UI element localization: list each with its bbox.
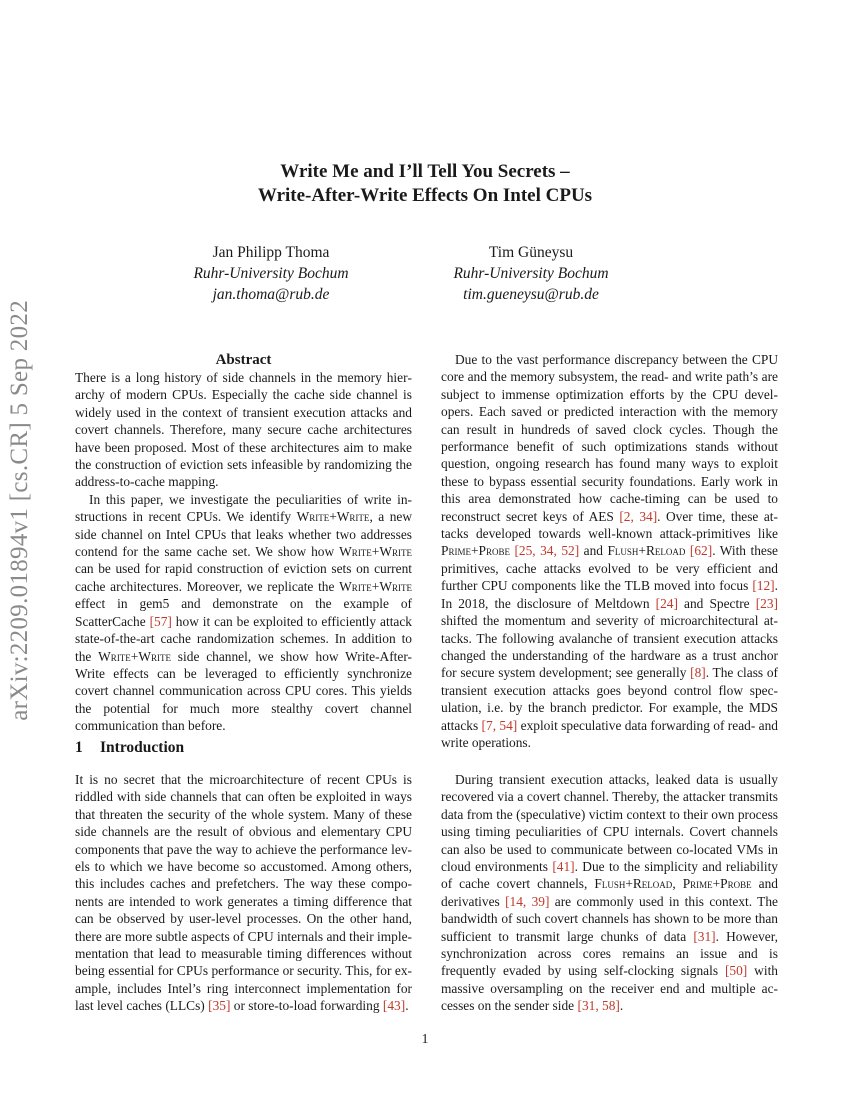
text-run: , a new side channel on Intel CPUs that leaks whether two addresses contend for the same cache set. We show how xyxy=(75,509,412,560)
text-run: . With these primitives, cache attacks evolved to be very efficient and further CPU components like the TLB moved into focus xyxy=(441,543,778,594)
citation-link[interactable]: [23] xyxy=(755,595,778,611)
intro-paragraph-1 xyxy=(75,771,412,1015)
text-run: . Due to the simplicity and reliability of cache covert channels, xyxy=(441,859,778,892)
text-run: . The class of transient execution attacks goes beyond control flow speculation, i.e. by the branch predictor. For example, the MDS attacks xyxy=(441,665,778,733)
text-run: and xyxy=(579,543,608,559)
text-run: During transient execution attacks, leaked data is usually recovered via a covert channel. Thereby, the attacker transmits data from the (speculative) victim context to their own process using timing peculiarities of CPU internals. Covert channels can also be used to communicate between co-located VMs in cloud environments xyxy=(441,772,778,875)
text-run: shifted the momentum and severity of microarchitectural attacks. The following avalanche of transient execution attacks changed the understanding of the hardware as a trust anchor for secure system development; see generally xyxy=(441,613,778,681)
citation-link[interactable]: [31, 58] xyxy=(577,998,620,1014)
text-run: . xyxy=(619,998,624,1014)
title-line-2: Write-After-Write Effects On Intel CPUs xyxy=(257,185,593,206)
attack-name: Flush+Reload xyxy=(607,543,686,559)
paragraph xyxy=(441,351,778,751)
author-name: Tim Güneysu xyxy=(488,244,574,261)
text-run: and derivatives xyxy=(441,876,778,909)
citation-link[interactable]: [12] xyxy=(752,578,775,594)
intro-paragraph-3 xyxy=(441,771,778,1015)
citation-link[interactable]: [57] xyxy=(149,613,172,629)
text-run: . However, synchronization across cores remains an issue and is frequently evaded by using self-clocking signals xyxy=(441,928,778,979)
citation-link[interactable]: [2, 34] xyxy=(619,508,658,524)
text-run: are commonly used in this context. The bandwidth of such covert channels has shown to be more than sufficient to transmit large chunks of data xyxy=(441,893,778,944)
citation-link[interactable]: [24] xyxy=(655,595,678,611)
citation-link[interactable]: [35] xyxy=(208,998,231,1014)
page-number: 1 xyxy=(421,1031,429,1046)
attack-name: Prime+Probe xyxy=(682,876,752,892)
author-affiliation: Ruhr-University Bochum xyxy=(453,265,609,282)
attack-name: Write+Write xyxy=(339,578,412,594)
author-email: tim.gueneysu@rub.de xyxy=(463,286,599,303)
attack-name: Write+Write xyxy=(296,509,370,525)
citation-link[interactable]: [7, 54] xyxy=(481,717,518,733)
text-run: and Spectre xyxy=(677,595,756,611)
attack-name: Flush+Reload xyxy=(594,876,673,892)
text-run: Due to the vast performance discrepancy between the CPU core and the memory subsystem, the read- and write path’s are subject to immense optimization efforts by the CPU developers. Each saved or predicted interaction with the memory can result in hundreds of saved clock cycles. Though the performance benefit of such optimizations stands without question, ongoing research has found many ways to exploit these to bypass essential security foundations. Early work in this area demonstrated how cache-timing can be used to reconstruct secret keys of AES xyxy=(441,352,778,524)
text-run: how it can be exploited to efficiently attack state-of-the-art cache randomization schemes. In addition to the xyxy=(75,613,412,664)
attack-name: Prime+Probe xyxy=(441,543,510,559)
author-name: Jan Philipp Thoma xyxy=(212,244,330,261)
author-block-2 xyxy=(441,242,621,305)
citation-link[interactable]: [31] xyxy=(693,928,716,944)
text-run: can be used for rapid construction of eviction sets on current cache architectures. Moreover, we replicate the xyxy=(75,561,412,594)
abstract-section xyxy=(75,351,412,735)
abstract-paragraph-2 xyxy=(75,491,412,735)
paper-title xyxy=(0,160,850,208)
abstract-paragraph-1: There is a long history of side channels in the memory hierarchy of modern CPUs. Especially the cache side channel is widely used in the context of transient execution attacks and covert channels. Therefore, many secure cache architectures have been proposed. Most of these architectures aim to make the construction of eviction sets infeasible by randomizing the address-to-cache mapping. xyxy=(75,370,412,490)
text-run: side channel, we show how Write-After-Write effects can be leveraged to efficiently synchronize covert channel communication across CPU cores. This yields the potential for much more stealthy covert channel communication than before. xyxy=(75,648,412,734)
text-run: It is no secret that the microarchitecture of recent CPUs is riddled with side channels that can often be exploited in ways that threaten the security of the whole system. Many of these side channels are the result of obvious and elementary CPU components that pave the way to achieve the performance levels to which we have become so accustomed. Among others, this includes caches and prefetchers. The way these components are intended to work generates a timing difference that can be observed by user-level processes. On the other hand, there are more subtle aspects of CPU internals and their implementation that lead to measurable timing differences without being essential for CPUs performance or security. This, for example, includes Intel’s ring interconnect implementation for last level caches (LLCs) xyxy=(75,772,412,1014)
text-run: effect in gem5 and demonstrate on the example of ScatterCache xyxy=(75,596,412,629)
text-run: In this paper, we investigate the peculiarities of write instructions in recent CPUs. We identify xyxy=(75,491,412,525)
paragraph xyxy=(441,771,778,1015)
citation-link[interactable]: [8] xyxy=(690,665,706,681)
text-run: . In 2018, the disclosure of Meltdown xyxy=(441,578,778,611)
citation-link[interactable]: [41] xyxy=(552,859,575,875)
text-run: . xyxy=(405,998,409,1014)
section-number: 1 xyxy=(75,739,83,756)
citation-link[interactable]: [14, 39] xyxy=(505,893,550,909)
attack-name: Write+Write xyxy=(339,544,412,560)
author-affiliation: Ruhr-University Bochum xyxy=(193,265,349,282)
title-line-1: Write Me and I’ll Tell You Secrets – xyxy=(280,161,570,182)
author-block-1 xyxy=(181,242,361,305)
arxiv-identifier: arXiv:2209.01894v1 [cs.CR] 5 Sep 2022 xyxy=(6,300,33,721)
text-run: . Over time, these attacks developed towards well-known attack-primitives like xyxy=(441,508,778,542)
section-heading-introduction xyxy=(75,739,184,757)
section-title: Introduction xyxy=(100,739,185,756)
citation-link[interactable]: [62] xyxy=(689,543,713,559)
attack-name: Write+Write xyxy=(98,648,171,664)
intro-paragraph-2 xyxy=(441,351,778,751)
citation-link[interactable]: [25, 34, 52] xyxy=(514,543,580,559)
text-run: , xyxy=(672,876,683,892)
text-run: or store-to-load forwarding xyxy=(230,998,383,1014)
author-email: jan.thoma@rub.de xyxy=(212,286,330,303)
paragraph xyxy=(75,771,412,1015)
abstract-heading: Abstract xyxy=(215,352,272,368)
text-run: exploit speculative data forwarding of read- and write operations. xyxy=(441,717,779,750)
citation-link[interactable]: [43] xyxy=(382,998,406,1014)
text-run: with massive oversampling on the receiver end and multiple accesses on the sender side xyxy=(441,963,778,1014)
citation-link[interactable]: [50] xyxy=(724,963,748,979)
